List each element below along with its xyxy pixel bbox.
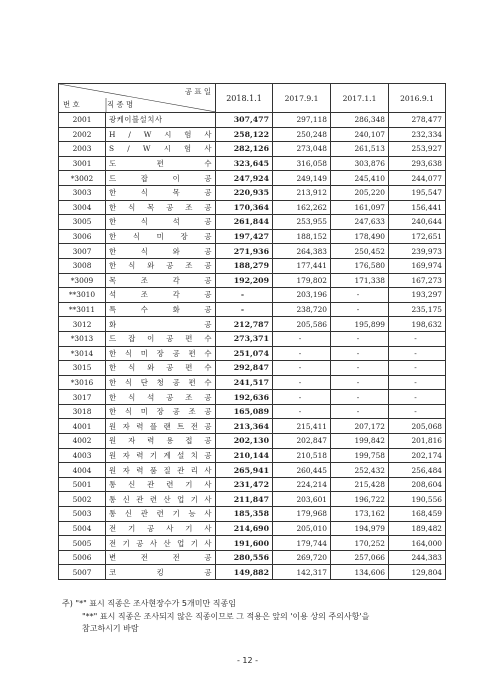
job-code: 5003 [59, 507, 106, 522]
wage-value: 205,010 [273, 521, 331, 536]
wage-value: 273,048 [273, 142, 331, 157]
wage-value: 224,214 [273, 477, 331, 492]
wage-value: 202,130 [216, 434, 273, 449]
job-name-cell [106, 229, 216, 244]
wage-value: - [389, 390, 446, 405]
wage-value: - [273, 331, 331, 346]
column-number-label: 번 호 [63, 100, 80, 109]
wage-value: - [331, 302, 389, 317]
wage-value: 202,847 [273, 434, 331, 449]
job-name-cell [106, 419, 216, 434]
wage-value: - [273, 361, 331, 376]
wage-value: 185,358 [216, 507, 273, 522]
wage-value: 165,089 [216, 404, 273, 419]
wage-value: 280,556 [216, 550, 273, 565]
wage-value: - [216, 302, 273, 317]
job-code: 3006 [59, 229, 106, 244]
table-row [59, 127, 446, 142]
column-job-label: 직 종 명 [107, 100, 134, 109]
wage-value: 247,924 [216, 171, 273, 186]
job-code: 3018 [59, 404, 106, 419]
job-name: 드 잡 이 공 [109, 173, 212, 183]
wage-value: 169,974 [389, 258, 446, 273]
job-name-cell [106, 331, 216, 346]
table-row [59, 302, 446, 317]
job-code: 4001 [59, 419, 106, 434]
wage-value: - [389, 375, 446, 390]
wage-value: 323,645 [216, 156, 273, 171]
wage-value: 210,144 [216, 448, 273, 463]
job-name: 원 자 력 용 접 공 [109, 436, 212, 446]
wage-value: 208,604 [389, 477, 446, 492]
job-code: 4004 [59, 463, 106, 478]
wage-value: 142,317 [273, 565, 331, 580]
footnote-1: 주) "*" 표시 직종은 조사현장수가 5개미만 직종임 [62, 599, 236, 608]
job-name-cell [106, 507, 216, 522]
wage-value: 171,338 [331, 273, 389, 288]
job-name-cell [106, 200, 216, 215]
diagonal-header-cell [59, 84, 216, 113]
wage-value: 256,484 [389, 463, 446, 478]
wage-value: 176,580 [331, 258, 389, 273]
job-code: 2002 [59, 127, 106, 142]
wage-value: 202,174 [389, 448, 446, 463]
wage-value: 129,804 [389, 565, 446, 580]
wage-value: 170,252 [331, 536, 389, 551]
wage-value: - [389, 346, 446, 361]
job-name: S / W 시 험 사 [109, 144, 212, 154]
announce-date-label: 공 표 일 [184, 87, 211, 96]
table-header-row [59, 84, 446, 113]
wage-value: 273,371 [216, 331, 273, 346]
wage-value: - [331, 361, 389, 376]
wage-value: 164,000 [389, 536, 446, 551]
wage-value: 195,899 [331, 317, 389, 332]
job-code: 3001 [59, 156, 106, 171]
job-name: 화 공 [109, 319, 212, 329]
job-name-cell [106, 258, 216, 273]
wage-value: - [273, 375, 331, 390]
job-name-cell [106, 273, 216, 288]
job-name-cell [106, 521, 216, 536]
wage-value: 293,638 [389, 156, 446, 171]
job-name-cell [106, 127, 216, 142]
wage-value: 264,383 [273, 244, 331, 259]
job-name: 전 기 공 사 산 업 기 사 [109, 538, 212, 548]
job-name: 원 자 력 기 계 설 치 공 [109, 450, 212, 460]
table-row [59, 492, 446, 507]
wage-value: 258,122 [216, 127, 273, 142]
wage-value: - [331, 331, 389, 346]
wage-value: 252,432 [331, 463, 389, 478]
wage-value: 253,927 [389, 142, 446, 157]
wage-value: 197,427 [216, 229, 273, 244]
table-row [59, 156, 446, 171]
table-row [59, 244, 446, 259]
wage-value: 232,334 [389, 127, 446, 142]
wage-value: 215,428 [331, 477, 389, 492]
footnote-3: 참고하시기 바람 [82, 624, 139, 633]
wage-value: 265,941 [216, 463, 273, 478]
job-name: 도 편 수 [109, 159, 212, 169]
wage-value: 220,935 [216, 185, 273, 200]
job-code: 2001 [59, 113, 106, 128]
wage-value: 244,077 [389, 171, 446, 186]
job-code: 3017 [59, 390, 106, 405]
job-name: 목 조 각 공 [109, 275, 212, 285]
job-name: 한 식 석 공 조 공 [109, 392, 212, 402]
wage-value: 205,068 [389, 419, 446, 434]
wage-value: 179,802 [273, 273, 331, 288]
job-name: 한 식 목 공 [109, 188, 212, 198]
job-name: 특 수 화 공 [109, 305, 212, 315]
job-name: 한 식 단 청 공 편 수 [109, 377, 212, 387]
table-row [59, 331, 446, 346]
wage-value: - [273, 346, 331, 361]
wage-value: 173,162 [331, 507, 389, 522]
wage-value: 179,968 [273, 507, 331, 522]
job-name-cell [106, 463, 216, 478]
table-row [59, 536, 446, 551]
wage-value: 247,633 [331, 215, 389, 230]
job-code: *3016 [59, 375, 106, 390]
table-row [59, 521, 446, 536]
wage-value: - [273, 390, 331, 405]
job-name-cell [106, 171, 216, 186]
wage-value: 250,248 [273, 127, 331, 142]
job-code: 3007 [59, 244, 106, 259]
table-row [59, 463, 446, 478]
job-name: 원 자 력 플 랜 트 전 공 [109, 421, 212, 431]
job-code: 3015 [59, 361, 106, 376]
job-code: *3009 [59, 273, 106, 288]
table-row [59, 550, 446, 565]
job-name: 한 식 석 공 [109, 217, 212, 227]
wage-value: 168,459 [389, 507, 446, 522]
wage-value: 271,936 [216, 244, 273, 259]
wage-value: 249,149 [273, 171, 331, 186]
job-name: H / W 시 험 사 [109, 129, 212, 139]
table-row [59, 113, 446, 128]
wage-value: - [331, 375, 389, 390]
wage-value: 188,152 [273, 229, 331, 244]
job-name-cell [106, 185, 216, 200]
wage-value: 172,651 [389, 229, 446, 244]
job-name: 통 신 관 련 기 사 [109, 480, 212, 490]
job-name-cell [106, 565, 216, 580]
wage-value: 177,441 [273, 258, 331, 273]
wage-value: 235,175 [389, 302, 446, 317]
job-name-cell [106, 156, 216, 171]
job-name: 통 신 관 련 기 능 사 [109, 509, 212, 519]
wage-value: - [389, 331, 446, 346]
job-name-cell [106, 317, 216, 332]
wage-value: 207,172 [331, 419, 389, 434]
job-code: *3002 [59, 171, 106, 186]
footnote-2: "**" 표시 직종은 조사되지 않은 직종이므로 그 적용은 앞의 '이용 상의 주의사항'을 [82, 612, 370, 621]
job-name-cell [106, 113, 216, 128]
job-name-cell [106, 346, 216, 361]
job-code: 5004 [59, 521, 106, 536]
wage-value: 316,058 [273, 156, 331, 171]
job-name: 한 식 목 공 조 공 [109, 202, 212, 212]
wage-value: 215,411 [273, 419, 331, 434]
wage-value: 241,517 [216, 375, 273, 390]
job-name-cell [106, 361, 216, 376]
wage-value: 253,955 [273, 215, 331, 230]
wage-value: 257,066 [331, 550, 389, 565]
date-header: 2016.9.1 [389, 84, 446, 113]
wage-value: 196,722 [331, 492, 389, 507]
job-code: 3004 [59, 200, 106, 215]
wage-value: 161,097 [331, 200, 389, 215]
job-name-cell [106, 288, 216, 303]
wage-value: 213,912 [273, 185, 331, 200]
table-row [59, 171, 446, 186]
wage-value: 212,787 [216, 317, 273, 332]
wage-value: 240,107 [331, 127, 389, 142]
table-row [59, 229, 446, 244]
page-number: - 12 - [236, 656, 259, 665]
wage-value: 214,690 [216, 521, 273, 536]
table-row [59, 477, 446, 492]
job-name-cell [106, 434, 216, 449]
wage-value: 231,472 [216, 477, 273, 492]
wage-value: 201,816 [389, 434, 446, 449]
job-name: 한 식 와 공 편 수 [109, 363, 212, 373]
job-code: **3011 [59, 302, 106, 317]
wage-value: 198,632 [389, 317, 446, 332]
wage-value: 199,758 [331, 448, 389, 463]
job-name: 한 식 와 공 조 공 [109, 261, 212, 271]
date-header: 2018.1.1 [216, 84, 273, 113]
job-name: 전 기 공 사 기 사 [109, 523, 212, 533]
job-code: 4002 [59, 434, 106, 449]
table-row [59, 185, 446, 200]
wage-value: - [273, 404, 331, 419]
job-name: 한 식 미 장 공 [109, 232, 212, 242]
job-code: 3008 [59, 258, 106, 273]
job-code: 4003 [59, 448, 106, 463]
wage-value: 203,196 [273, 288, 331, 303]
wage-value: 195,547 [389, 185, 446, 200]
wage-value: 307,477 [216, 113, 273, 128]
job-code: 5005 [59, 536, 106, 551]
table-row [59, 448, 446, 463]
wage-value: 193,297 [389, 288, 446, 303]
wage-value: 192,636 [216, 390, 273, 405]
wage-value: - [331, 346, 389, 361]
wage-value: 245,410 [331, 171, 389, 186]
wage-value: 156,441 [389, 200, 446, 215]
wage-value: 286,348 [331, 113, 389, 128]
job-name: 한 식 미 장 공 조 공 [109, 407, 212, 417]
wage-value: 170,364 [216, 200, 273, 215]
job-name: 원 자 력 품 질 관 리 사 [109, 465, 212, 475]
wage-value: - [389, 361, 446, 376]
wage-value: 162,262 [273, 200, 331, 215]
wage-value: - [216, 288, 273, 303]
job-name-cell [106, 448, 216, 463]
wage-value: 205,586 [273, 317, 331, 332]
wage-value: 292,847 [216, 361, 273, 376]
wage-value: 191,600 [216, 536, 273, 551]
wage-value: 251,074 [216, 346, 273, 361]
job-name-cell [106, 215, 216, 230]
wage-value: 194,979 [331, 521, 389, 536]
job-code: *3014 [59, 346, 106, 361]
wage-value: 213,364 [216, 419, 273, 434]
table-row [59, 200, 446, 215]
job-name-cell [106, 536, 216, 551]
table-row [59, 361, 446, 376]
job-name-cell [106, 477, 216, 492]
job-name: 통 신 관 련 산 업 기 사 [109, 494, 212, 504]
table-row [59, 273, 446, 288]
job-name: 한 식 와 공 [109, 246, 212, 256]
wage-value: 178,490 [331, 229, 389, 244]
wage-value: - [331, 288, 389, 303]
table-row [59, 142, 446, 157]
wage-value: 297,118 [273, 113, 331, 128]
wage-value: 240,644 [389, 215, 446, 230]
job-name-cell [106, 390, 216, 405]
wage-value: 278,477 [389, 113, 446, 128]
wage-value: 211,847 [216, 492, 273, 507]
date-header: 2017.1.1 [331, 84, 389, 113]
wage-value: 203,601 [273, 492, 331, 507]
job-name: 드 잡 이 공 편 수 [109, 334, 212, 344]
job-name-cell [106, 492, 216, 507]
wage-value: 134,606 [331, 565, 389, 580]
table-row [59, 288, 446, 303]
job-name-cell [106, 375, 216, 390]
job-name: 코 킹 공 [109, 567, 212, 577]
table-row [59, 390, 446, 405]
wage-value: 260,445 [273, 463, 331, 478]
table-row [59, 507, 446, 522]
wage-value: 250,452 [331, 244, 389, 259]
wage-table [58, 83, 446, 580]
wage-value: 167,273 [389, 273, 446, 288]
job-code: 3005 [59, 215, 106, 230]
wage-value: 189,482 [389, 521, 446, 536]
job-name: 광케이블설치사 [109, 115, 163, 125]
wage-value: 269,720 [273, 550, 331, 565]
job-code: **3010 [59, 288, 106, 303]
table-row [59, 375, 446, 390]
job-name-cell [106, 404, 216, 419]
job-code: 3012 [59, 317, 106, 332]
job-code: *3013 [59, 331, 106, 346]
job-code: 5007 [59, 565, 106, 580]
job-code: 3003 [59, 185, 106, 200]
job-name-cell [106, 302, 216, 317]
table-row [59, 434, 446, 449]
date-header: 2017.9.1 [273, 84, 331, 113]
job-name-cell [106, 142, 216, 157]
wage-value: 199,842 [331, 434, 389, 449]
table-row [59, 404, 446, 419]
table-row [59, 215, 446, 230]
wage-value: 238,720 [273, 302, 331, 317]
job-code: 2003 [59, 142, 106, 157]
wage-value: 190,556 [389, 492, 446, 507]
wage-value: 244,383 [389, 550, 446, 565]
wage-value: - [331, 390, 389, 405]
wage-value: - [331, 404, 389, 419]
wage-value: 188,279 [216, 258, 273, 273]
job-name: 한 식 미 장 공 편 수 [109, 348, 212, 358]
table-row [59, 565, 446, 580]
job-code: 5002 [59, 492, 106, 507]
wage-value: 210,518 [273, 448, 331, 463]
wage-value: - [389, 404, 446, 419]
job-name-cell [106, 550, 216, 565]
job-code: 5001 [59, 477, 106, 492]
table-row [59, 317, 446, 332]
job-code: 5006 [59, 550, 106, 565]
wage-value: 179,744 [273, 536, 331, 551]
wage-value: 192,209 [216, 273, 273, 288]
table-row [59, 419, 446, 434]
job-name-cell [106, 244, 216, 259]
wage-value: 282,126 [216, 142, 273, 157]
wage-value: 261,513 [331, 142, 389, 157]
table-row [59, 258, 446, 273]
table-row [59, 346, 446, 361]
wage-value: 261,844 [216, 215, 273, 230]
job-name: 석 조 각 공 [109, 290, 212, 300]
wage-value: 149,882 [216, 565, 273, 580]
wage-value: 239,973 [389, 244, 446, 259]
wage-value: 303,876 [331, 156, 389, 171]
wage-value: 205,220 [331, 185, 389, 200]
job-name: 변 전 전 공 [109, 553, 212, 563]
